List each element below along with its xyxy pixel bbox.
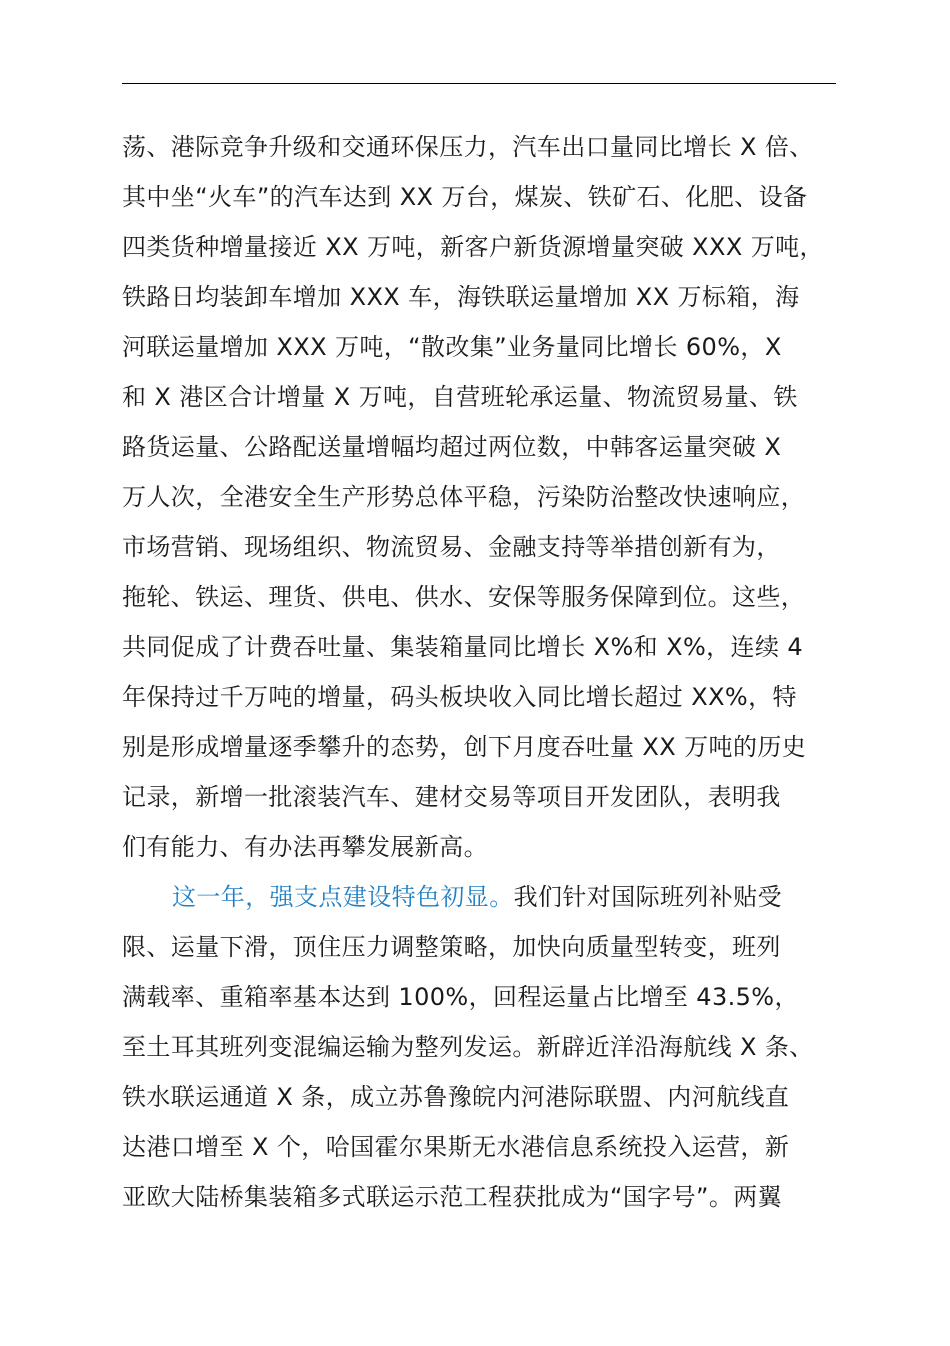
paragraph-2 — [122, 872, 862, 1222]
text-line: 路货运量、公路配送量增幅均超过两位数，中韩客运量突破 X — [122, 433, 782, 461]
text-line: 们有能力、有办法再攀发展新高。 — [122, 833, 488, 861]
text-line: 限、运量下滑，顶住压力调整策略，加快向质量型转变，班列 — [122, 933, 781, 961]
text-line: 河联运量增加 XXX 万吨，“散改集”业务量同比增长 60%，X — [122, 333, 782, 361]
text-line: 至土耳其班列变混编运输为整列发运。新辟近洋沿海航线 X 条、 — [122, 1033, 814, 1061]
text-line: 荡、港际竞争升级和交通环保压力，汽车出口量同比增长 X 倍、 — [122, 133, 814, 161]
text-line: 记录，新增一批滚装汽车、建材交易等项目开发团队，表明我 — [122, 783, 781, 811]
text-line: 四类货种增量接近 XX 万吨，新客户新货源增量突破 XXX 万吨， — [122, 233, 824, 261]
text-line: 别是形成增量逐季攀升的态势，创下月度吞吐量 XX 万吨的历史 — [122, 733, 807, 761]
text-line: 和 X 港区合计增量 X 万吨，自营班轮承运量、物流贸易量、铁 — [122, 383, 798, 411]
paragraph-1 — [122, 122, 862, 872]
text-line: 拖轮、铁运、理货、供电、供水、安保等服务保障到位。这些， — [122, 583, 806, 611]
text-span: 我们针对国际班列补贴受 — [513, 883, 783, 911]
text-line: 其中坐“火车”的汽车达到 XX 万台，煤炭、铁矿石、化肥、设备 — [122, 183, 808, 211]
header-divider — [122, 83, 836, 84]
section-heading: 这一年，强支点建设特色初显。 — [172, 883, 514, 911]
document-body — [122, 122, 862, 1222]
text-line: 年保持过千万吨的增量，码头板块收入同比增长超过 XX%，特 — [122, 683, 797, 711]
text-line: 万人次，全港安全生产形势总体平稳，污染防治整改快速响应， — [122, 483, 806, 511]
text-line: 共同促成了计费吞吐量、集装箱量同比增长 X%和 X%，连续 4 — [122, 633, 804, 661]
text-line: 亚欧大陆桥集装箱多式联运示范工程获批成为“国字号”。两翼 — [122, 1183, 783, 1211]
paragraph-first-line — [122, 872, 862, 922]
text-line: 铁水联运通道 X 条，成立苏鲁豫皖内河港际联盟、内河航线直 — [122, 1083, 790, 1111]
text-line: 满载率、重箱率基本达到 100%，回程运量占比增至 43.5%， — [122, 983, 799, 1011]
text-line: 铁路日均装卸车增加 XXX 车，海铁联运量增加 XX 万标箱，海 — [122, 283, 800, 311]
text-line: 达港口增至 X 个，哈国霍尔果斯无水港信息系统投入运营，新 — [122, 1133, 790, 1161]
text-line: 市场营销、现场组织、物流贸易、金融支持等举措创新有为， — [122, 533, 781, 561]
